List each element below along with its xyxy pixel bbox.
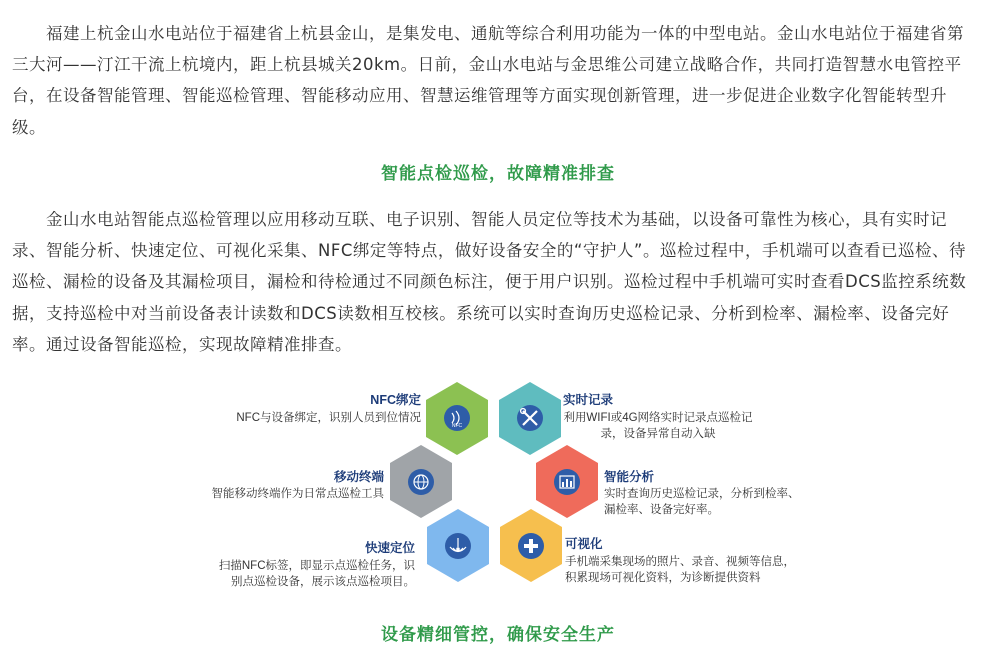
locate-desc: 扫描NFC标签，即显示点巡检任务，识别点巡检设备，展示该点巡检项目。 bbox=[218, 560, 415, 588]
chart-icon bbox=[554, 469, 580, 495]
realtime-desc: 利用WIFI或4G网络实时记录点巡检记录，设备异常自动入缺 bbox=[563, 412, 753, 440]
nfc-title: NFC绑定 bbox=[370, 393, 421, 407]
visual-title: 可视化 bbox=[565, 537, 603, 551]
visual-desc: 手机端采集现场的照片、录音、视频等信息，积累现场可视化资料，为诊断提供资料 bbox=[565, 556, 795, 584]
analysis-desc: 实时查询历史巡检记录，分析到检率、漏检率、设备完好率。 bbox=[604, 488, 800, 516]
inspection-paragraph: 金山水电站智能点巡检管理以应用移动互联、电子识别、智能人员定位等技术为基础，以设备可靠性为核心，具有实时记录、智能分析、快速定位、可视化采集、NFC绑定等特点，做好设备安全的“守护人”。巡检过程中，手机端可以查看已巡检、待巡检、漏检的设备及其漏检项目，漏检和待检通过不同颜色标注，便于用户识别。巡检过程中手机端可实时查看DCS监控系统数据，支持巡检中对当前设备表计读数和DCS读数相互校核。系统可以实时查询历史巡检记录、分析到检率、漏检率、设备完好率。通过设备智能巡检，实现故障精准排查。 bbox=[12, 210, 967, 354]
mobile-desc: 智能移动终端作为日常点巡检工具 bbox=[211, 488, 384, 500]
hexagon-cluster bbox=[0, 376, 996, 596]
realtime-title: 实时记录 bbox=[563, 393, 614, 407]
nfc-icon bbox=[444, 405, 470, 431]
mobile-hexagon bbox=[390, 445, 452, 518]
tools-icon bbox=[517, 405, 543, 431]
mobile-title: 移动终端 bbox=[333, 470, 384, 484]
signal-icon bbox=[445, 533, 471, 559]
analysis-title: 智能分析 bbox=[604, 470, 655, 484]
section-heading-control: 设备精细管控，确保安全生产 bbox=[381, 625, 615, 645]
locate-hexagon bbox=[427, 509, 489, 582]
locate-title: 快速定位 bbox=[364, 541, 415, 555]
nfc-hexagon bbox=[426, 382, 488, 455]
realtime-hexagon bbox=[499, 382, 561, 455]
globe-icon bbox=[408, 469, 434, 495]
section-heading-inspection: 智能点检巡检，故障精准排查 bbox=[381, 164, 615, 184]
nfc-desc: NFC与设备绑定，识别人员到位情况 bbox=[236, 412, 421, 424]
visual-hexagon bbox=[500, 509, 562, 582]
feature-infographic bbox=[0, 376, 996, 596]
svg-text:NFC: NFC bbox=[451, 423, 463, 429]
plus-icon bbox=[518, 533, 544, 559]
intro-paragraph: 福建上杭金山水电站位于福建省上杭县金山，是集发电、通航等综合利用功能为一体的中型电站。金山水电站位于福建省第三大河——汀江干流上杭境内，距上杭县城关20km。日前，金山水电站与金思维公司建立战略合作，共同打造智慧水电管控平台，在设备智能管理、智能巡检管理、智能移动应用、智慧运维管理等方面实现创新管理，进一步促进企业数字化智能转型升级。 bbox=[12, 24, 964, 137]
analysis-hexagon bbox=[536, 445, 598, 518]
